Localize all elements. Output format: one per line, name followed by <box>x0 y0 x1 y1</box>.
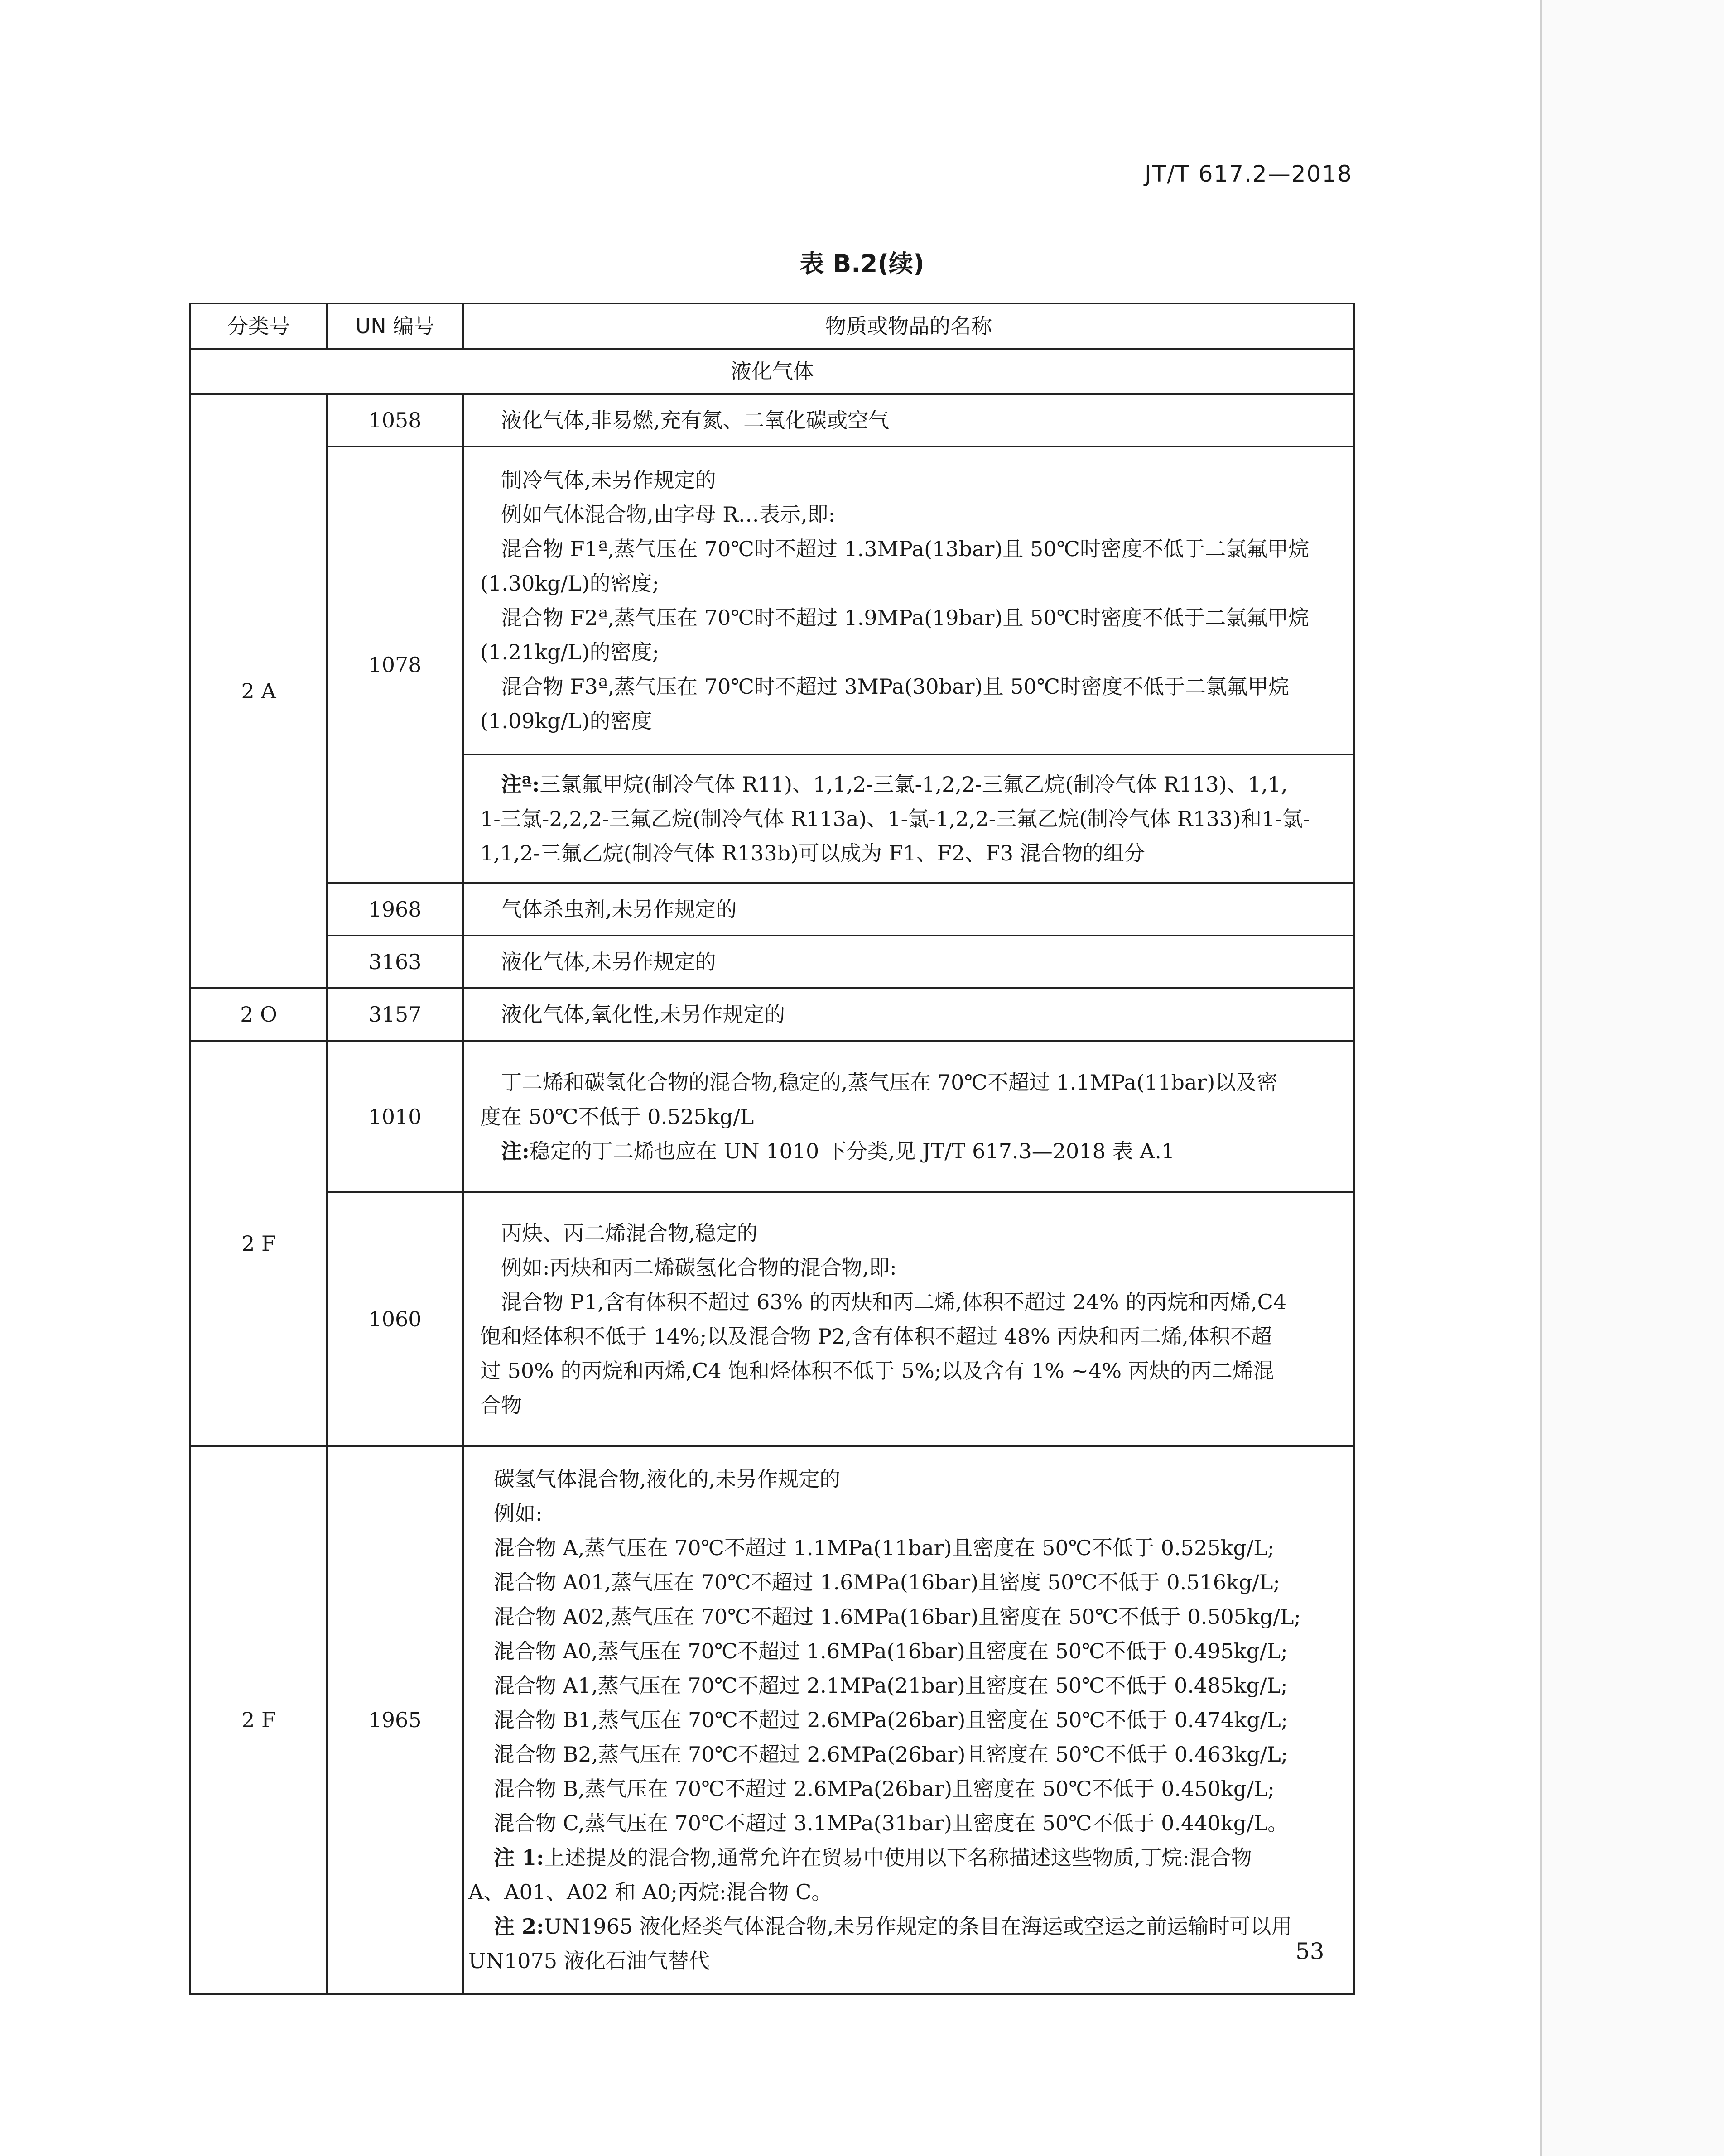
un-cell: 1060 <box>327 1192 463 1446</box>
un-cell: 1010 <box>327 1041 463 1192</box>
name-cell <box>463 988 1354 1041</box>
name-line: 例如: <box>494 1501 543 1526</box>
un-cell: 1058 <box>327 394 463 447</box>
note-cell <box>463 754 1354 883</box>
name-line: 混合物 A01,蒸气压在 70℃不超过 1.6MPa(16bar)且密度 50℃不低于 0.516kg/L; <box>494 1570 1280 1594</box>
name-text: 液化气体,氧化性,未另作规定的 <box>501 1002 785 1027</box>
name-line: 混合物 A,蒸气压在 70℃不超过 1.1MPa(11bar)且密度在 50℃不低于 0.525kg/L; <box>494 1536 1275 1560</box>
name-line: 混合物 A0,蒸气压在 70℃不超过 1.6MPa(16bar)且密度在 50℃不低于 0.495kg/L; <box>494 1639 1288 1663</box>
un-cell: 1968 <box>327 883 463 936</box>
table-row <box>190 1041 1354 1192</box>
name-line: 饱和烃体积不低于 14%;以及混合物 P2,含有体积不超过 48% 丙炔和丙二烯,体积不超 <box>480 1324 1272 1349</box>
name-cell <box>463 936 1354 988</box>
table-row <box>190 447 1354 754</box>
note-line <box>468 1840 1344 1875</box>
note-line: UN1075 液化石油气替代 <box>468 1949 710 1973</box>
name-cell <box>463 447 1354 754</box>
note-line <box>480 767 1344 802</box>
un-cell: 3163 <box>327 936 463 988</box>
name-text: 液化气体,非易燃,充有氮、二氧化碳或空气 <box>501 408 890 432</box>
name-cell <box>463 394 1354 447</box>
name-line: 例如气体混合物,由字母 R…表示,即: <box>501 502 835 527</box>
un-cell: 1965 <box>327 1446 463 1994</box>
table-row <box>190 1446 1354 1994</box>
name-line: (1.09kg/L)的密度 <box>480 709 652 733</box>
header-un: UN 编号 <box>327 303 463 349</box>
note-text: 稳定的丁二烯也应在 UN 1010 下分类,见 JT/T 617.3—2018 表 A.1 <box>529 1138 1175 1163</box>
name-cell <box>463 883 1354 936</box>
name-line: 丁二烯和碳氢化合物的混合物,稳定的,蒸气压在 70℃不超过 1.1MPa(11bar)以及密 <box>501 1070 1278 1095</box>
table-title: 表 B.2(续) <box>799 250 925 278</box>
name-line: 混合物 P1,含有体积不超过 63% 的丙炔和丙二烯,体积不超过 24% 的丙烷和丙烯,C4 <box>501 1290 1287 1314</box>
table-header-row <box>190 303 1354 349</box>
table-row <box>190 883 1354 936</box>
name-line: 制冷气体,未另作规定的 <box>501 468 716 492</box>
note-line: 1-三氯-2,2,2-三氟乙烷(制冷气体 R113a)、1-氯-1,2,2-三氟乙烷(制冷气体 R133)和1-氯- <box>480 807 1310 831</box>
page-edge <box>1540 0 1724 2156</box>
section-title: 液化气体 <box>190 349 1354 394</box>
note-label: 注 2: <box>494 1914 544 1939</box>
class-cell: 2 F <box>190 1041 327 1446</box>
note-text: 三氯氟甲烷(制冷气体 R11)、1,1,2-三氯-1,2,2-三氟乙烷(制冷气体 R113)、1,1, <box>539 772 1288 797</box>
table-row <box>190 936 1354 988</box>
table-row <box>190 394 1354 447</box>
name-line: 混合物 A1,蒸气压在 70℃不超过 2.1MPa(21bar)且密度在 50℃不低于 0.485kg/L; <box>494 1673 1288 1698</box>
note-label: 注 1: <box>494 1845 544 1870</box>
name-cell <box>463 1041 1354 1192</box>
header-name: 物质或物品的名称 <box>463 303 1354 349</box>
note-line: A、A01、A02 和 A0;丙烷:混合物 C。 <box>468 1880 833 1904</box>
name-text: 气体杀虫剂,未另作规定的 <box>501 897 737 922</box>
name-line: (1.21kg/L)的密度; <box>480 640 660 664</box>
table-row <box>190 988 1354 1041</box>
class-cell: 2 A <box>190 394 327 988</box>
name-line: 混合物 B2,蒸气压在 70℃不超过 2.6MPa(26bar)且密度在 50℃不低于 0.463kg/L; <box>494 1742 1288 1767</box>
name-line: 丙炔、丙二烯混合物,稳定的 <box>501 1221 758 1245</box>
note-text: 上述提及的混合物,通常允许在贸易中使用以下名称描述这些物质,丁烷:混合物 <box>544 1845 1252 1870</box>
section-row <box>190 349 1354 394</box>
note-label: 注: <box>501 1138 530 1163</box>
name-line: 混合物 F3ª,蒸气压在 70℃时不超过 3MPa(30bar)且 50℃时密度不低于二氯氟甲烷 <box>501 674 1290 699</box>
page-number: 53 <box>1295 1938 1324 1964</box>
name-line: 混合物 C,蒸气压在 70℃不超过 3.1MPa(31bar)且密度在 50℃不低于 0.440kg/L。 <box>494 1811 1289 1835</box>
note-line <box>468 1909 1344 1944</box>
name-text: 液化气体,未另作规定的 <box>501 950 716 974</box>
name-line: 混合物 B1,蒸气压在 70℃不超过 2.6MPa(26bar)且密度在 50℃不低于 0.474kg/L; <box>494 1708 1288 1732</box>
name-cell <box>463 1192 1354 1446</box>
name-line: 混合物 A02,蒸气压在 70℃不超过 1.6MPa(16bar)且密度在 50℃不低于 0.505kg/L; <box>494 1604 1301 1629</box>
note-label: 注ª: <box>501 772 540 797</box>
un-cell: 1078 <box>327 447 463 883</box>
note-line: 1,1,2-三氟乙烷(制冷气体 R133b)可以成为 F1、F2、F3 混合物的组分 <box>480 841 1145 865</box>
table-row <box>190 1192 1354 1446</box>
note-line <box>480 1134 1344 1168</box>
name-line: 混合物 B,蒸气压在 70℃不超过 2.6MPa(26bar)且密度在 50℃不低于 0.450kg/L; <box>494 1777 1275 1801</box>
substance-table <box>189 303 1355 1995</box>
class-cell: 2 F <box>190 1446 327 1994</box>
name-line: 例如:丙炔和丙二烯碳氢化合物的混合物,即: <box>501 1255 897 1280</box>
header-class: 分类号 <box>190 303 327 349</box>
name-line: 度在 50℃不低于 0.525kg/L <box>480 1104 754 1129</box>
note-text: UN1965 液化烃类气体混合物,未另作规定的条目在海运或空运之前运输时可以用 <box>544 1914 1292 1939</box>
name-line: 过 50% 的丙烷和丙烯,C4 饱和烃体积不低于 5%;以及含有 1% ~4% 丙炔的丙二烯混 <box>480 1359 1274 1383</box>
name-line: 混合物 F2ª,蒸气压在 70℃时不超过 1.9MPa(19bar)且 50℃时密度不低于二氯氟甲烷 <box>501 605 1309 630</box>
name-line: 合物 <box>480 1393 522 1417</box>
un-cell: 3157 <box>327 988 463 1041</box>
name-line: (1.30kg/L)的密度; <box>480 571 660 595</box>
name-cell <box>463 1446 1354 1994</box>
document-code: JT/T 617.2—2018 <box>1145 161 1353 187</box>
class-cell: 2 O <box>190 988 327 1041</box>
name-line: 碳氢气体混合物,液化的,未另作规定的 <box>494 1467 841 1491</box>
name-line: 混合物 F1ª,蒸气压在 70℃时不超过 1.3MPa(13bar)且 50℃时密度不低于二氯氟甲烷 <box>501 537 1309 561</box>
